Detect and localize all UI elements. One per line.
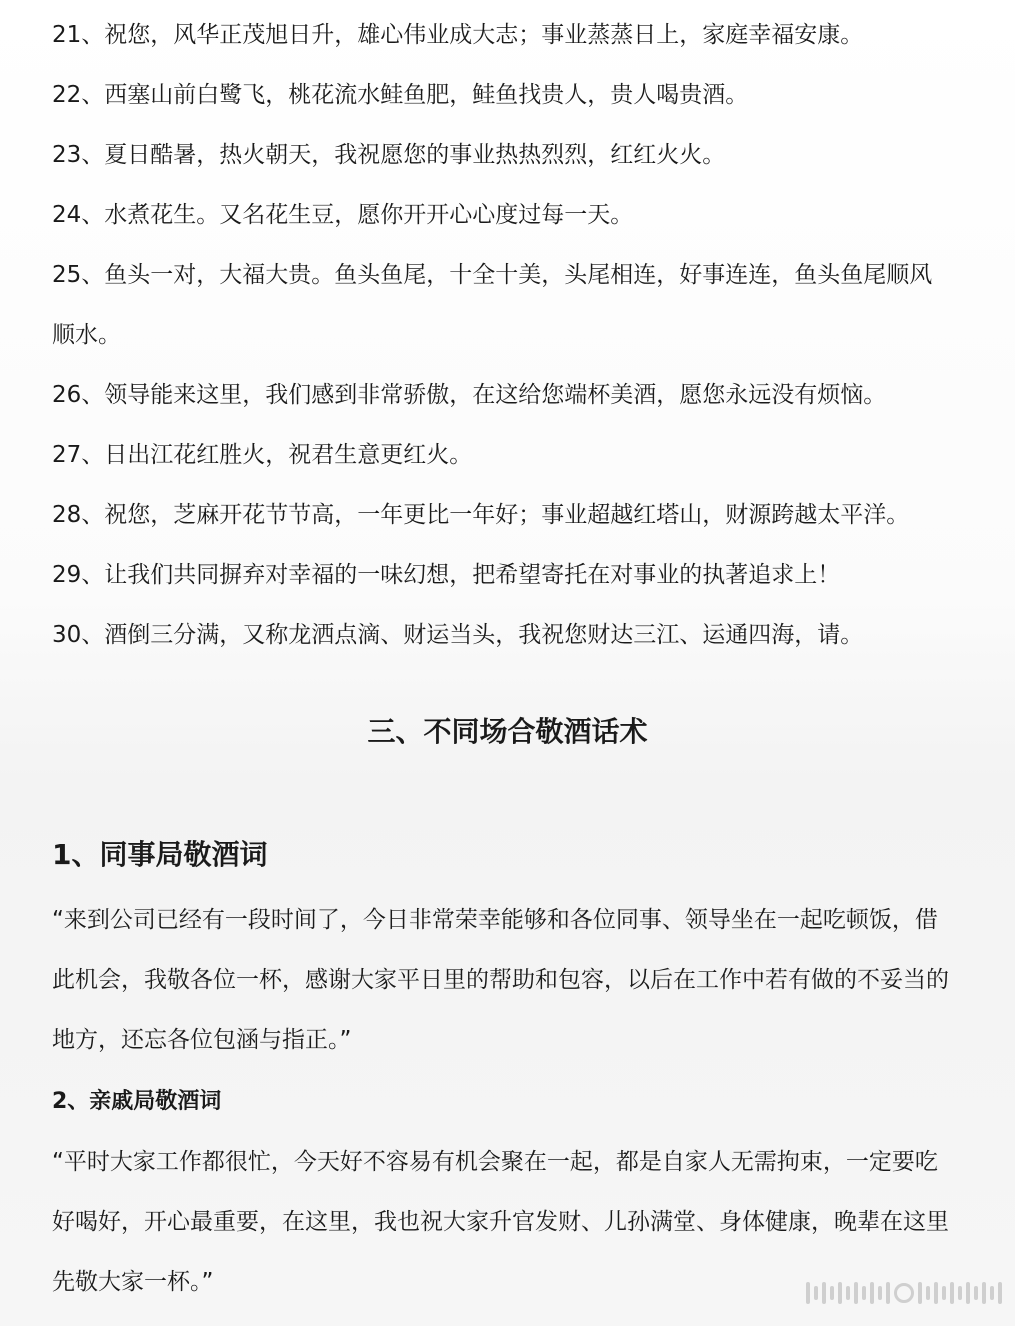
- watermark-bar-icon: [982, 1282, 986, 1304]
- watermark-bar-icon: [854, 1282, 858, 1304]
- watermark-bar-icon: [998, 1282, 1002, 1304]
- subsection-heading-colleagues: 1、同事局敬酒词: [52, 838, 268, 871]
- list-item-27: 27、日出江花红胜火，祝君生意更红火。: [52, 442, 473, 468]
- subsection-text-colleagues: “来到公司已经有一段时间了，今日非常荣幸能够和各位同事、领导坐在一起吃顿饭，借此机会，我敬各位一杯，感谢大家平日里的帮助和包容，以后在工作中若有做的不妥当的地方，还忘各位包涵与指正。”: [52, 907, 949, 1053]
- watermark-circle-icon: [894, 1283, 914, 1303]
- watermark-bar-icon: [846, 1286, 850, 1300]
- watermark-bar-icon: [830, 1286, 834, 1300]
- watermark-bar-icon: [942, 1286, 946, 1300]
- watermark-bar-icon: [886, 1282, 890, 1304]
- list-item-25: 25、鱼头一对，大福大贵。鱼头鱼尾，十全十美，头尾相连，好事连连，鱼头鱼尾顺风顺水。: [52, 262, 933, 348]
- watermark-bar-icon: [822, 1282, 826, 1304]
- subsection-heading-relatives: 2、亲戚局敬酒词: [52, 1089, 222, 1114]
- watermark-bar-icon: [974, 1286, 978, 1300]
- watermark-bar-icon: [806, 1282, 810, 1304]
- list-item-30: 30、酒倒三分满，又称龙洒点滴、财运当头，我祝您财达三江、运通四海，请。: [52, 622, 864, 648]
- watermark-bar-icon: [918, 1282, 922, 1304]
- watermark-bar-icon: [934, 1282, 938, 1304]
- watermark-bar-icon: [966, 1282, 970, 1304]
- list-item-23: 23、夏日酷暑，热火朝天，我祝愿您的事业热热烈烈，红红火火。: [52, 142, 726, 168]
- section-title: 三、不同场合敬酒话术: [367, 715, 648, 748]
- watermark-bar-icon: [990, 1286, 994, 1300]
- subsection-text-relatives: “平时大家工作都很忙，今天好不容易有机会聚在一起，都是自家人无需拘束，一定要吃好喝好，开心最重要，在这里，我也祝大家升官发财、儿孙满堂、身体健康，晚辈在这里先敬大家一杯。”: [52, 1149, 949, 1295]
- watermark-bar-icon: [838, 1282, 842, 1304]
- watermark-bar-icon: [926, 1286, 930, 1300]
- list-item-21: 21、祝您，风华正茂旭日升，雄心伟业成大志；事业蒸蒸日上，家庭幸福安康。: [52, 22, 864, 48]
- watermark-bar-icon: [870, 1282, 874, 1304]
- watermark-bar-icon: [958, 1286, 962, 1300]
- list-item-24: 24、水煮花生。又名花生豆，愿你开开心心度过每一天。: [52, 202, 634, 228]
- watermark-bar-icon: [950, 1282, 954, 1304]
- list-item-22: 22、西塞山前白鹭飞，桃花流水鲑鱼肥，鲑鱼找贵人，贵人喝贵酒。: [52, 82, 749, 108]
- list-item-26: 26、领导能来这里，我们感到非常骄傲，在这给您端杯美酒，愿您永远没有烦恼。: [52, 382, 887, 408]
- watermark-bar-icon: [814, 1286, 818, 1300]
- watermark-bar-icon: [878, 1286, 882, 1300]
- watermark-bar-icon: [862, 1286, 866, 1300]
- list-item-28: 28、祝您，芝麻开花节节高，一年更比一年好；事业超越红塔山，财源跨越太平洋。: [52, 502, 910, 528]
- watermark-logo: [806, 1278, 1002, 1308]
- list-item-29: 29、让我们共同摒弃对幸福的一味幻想，把希望寄托在对事业的执著追求上！: [52, 562, 841, 588]
